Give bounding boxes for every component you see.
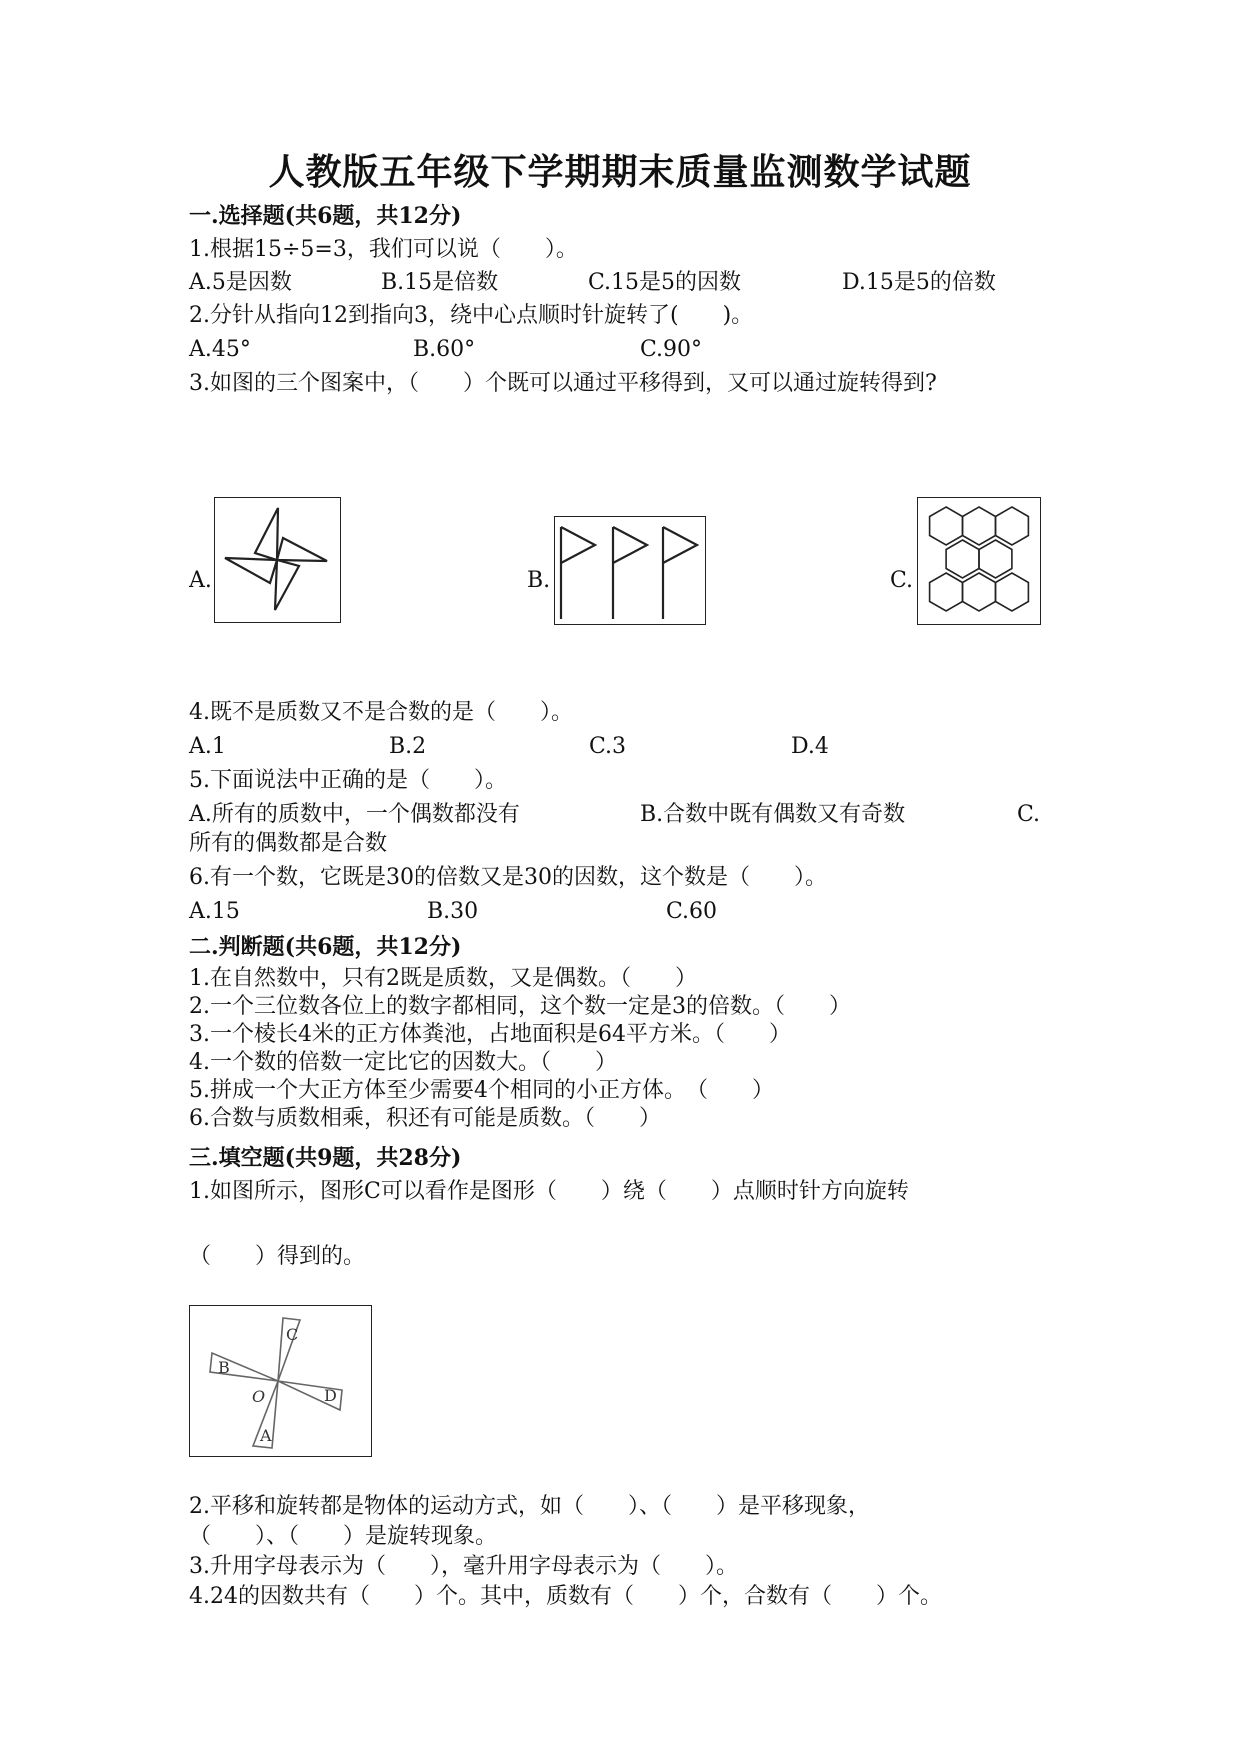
figure-label-a: A.	[189, 568, 212, 593]
hexagon-cell	[996, 507, 1029, 545]
option-c: C.15是5的因数	[588, 270, 742, 295]
judgement-item: 6.合数与质数相乘，积还有可能是质数。（ ）	[189, 1106, 661, 1131]
question-stem: 3.升用字母表示为（ ），毫升用字母表示为（ ）。	[189, 1554, 738, 1579]
figure-letter-o: O	[252, 1387, 266, 1406]
hexagon-cell	[946, 540, 979, 578]
question-stem: 6.有一个数，它既是30的倍数又是30的因数，这个数是（ ）。	[189, 865, 827, 890]
flags-figure	[554, 516, 706, 625]
section-heading-fill: 三.填空题(共9题，共28分)	[189, 1145, 462, 1171]
figure-letter-a: A	[260, 1426, 272, 1445]
option-c: C.	[1017, 802, 1041, 827]
question-stem: 1.如图所示，图形C可以看作是图形（ ）绕（ ）点顺时针方向旋转	[189, 1179, 909, 1204]
figure-letter-b: B	[218, 1358, 230, 1377]
figure-label-c: C.	[890, 568, 914, 593]
option-b: B.合数中既有偶数又有奇数	[640, 802, 906, 827]
option-a: A.所有的质数中，一个偶数都没有	[189, 802, 520, 827]
option-b: B.30	[427, 899, 479, 924]
question-stem: 5.下面说法中正确的是（ ）。	[189, 768, 507, 793]
hexagon-cell	[996, 573, 1029, 611]
figure-label-b: B.	[527, 568, 551, 593]
option-a: A.1	[189, 734, 226, 759]
pinwheel-figure-drawing	[215, 498, 340, 622]
question-stem: 4.24的因数共有（ ）个。其中，质数有（ ）个，合数有（ ）个。	[189, 1584, 942, 1609]
option-a: A.15	[189, 899, 240, 924]
judgement-item: 1.在自然数中，只有2既是质数，又是偶数。（ ）	[189, 966, 697, 991]
option-d: D.4	[791, 734, 829, 759]
rotation-figure	[189, 1305, 372, 1457]
option-a: A.45°	[189, 337, 251, 362]
rotation-figure-drawing	[190, 1306, 371, 1456]
judgement-item: 4.一个数的倍数一定比它的因数大。（ ）	[189, 1050, 617, 1075]
page-title: 人教版五年级下学期期末质量监测数学试题	[268, 151, 972, 193]
hexagon-cell	[930, 573, 963, 611]
judgement-item: 3.一个棱长4米的正方体粪池，占地面积是64平方米。（ ）	[189, 1022, 791, 1047]
flags-figure-drawing	[555, 517, 705, 624]
question-stem: 2.分针从指向12到指向3，绕中心点顺时针旋转了( )。	[189, 303, 754, 328]
hexagon-figure	[917, 497, 1041, 625]
question-continuation: （ ）、（ ）是旋转现象。	[189, 1524, 498, 1549]
option-c: C.3	[589, 734, 627, 759]
option-b: B.15是倍数	[381, 270, 499, 295]
hexagon-cell	[930, 507, 963, 545]
option-d: D.15是5的倍数	[842, 270, 996, 295]
section-heading-choice: 一.选择题(共6题，共12分)	[189, 203, 462, 229]
pinwheel-figure	[214, 497, 341, 623]
option-continuation: 所有的偶数都是合数	[189, 831, 388, 856]
section-heading-judgement: 二.判断题(共6题，共12分)	[189, 934, 462, 960]
hexagon-cell	[979, 540, 1012, 578]
option-c: C.90°	[640, 337, 703, 362]
hexagon-figure-drawing	[918, 498, 1040, 624]
option-b: B.2	[389, 734, 427, 759]
hexagon-cell	[963, 573, 996, 611]
option-a: A.5是因数	[189, 270, 292, 295]
question-stem: 4.既不是质数又不是合数的是（ ）。	[189, 700, 573, 725]
judgement-item: 5.拼成一个大正方体至少需要4个相同的小正方体。 （ ）	[189, 1078, 774, 1103]
question-stem: 1.根据15÷5=3，我们可以说（ ）。	[189, 237, 578, 262]
question-stem: 2.平移和旋转都是物体的运动方式，如（ ）、（ ）是平移现象，	[189, 1494, 870, 1519]
judgement-item: 2.一个三位数各位上的数字都相同，这个数一定是3的倍数。（ ）	[189, 994, 851, 1019]
option-b: B.60°	[413, 337, 476, 362]
question-stem: 3.如图的三个图案中，（ ）个既可以通过平移得到，又可以通过旋转得到?	[189, 371, 937, 396]
question-continuation: （ ）得到的。	[189, 1244, 366, 1269]
option-c: C.60	[666, 899, 718, 924]
hexagon-cell	[963, 507, 996, 545]
figure-letter-d: D	[324, 1386, 337, 1405]
figure-letter-c: C	[286, 1325, 299, 1344]
